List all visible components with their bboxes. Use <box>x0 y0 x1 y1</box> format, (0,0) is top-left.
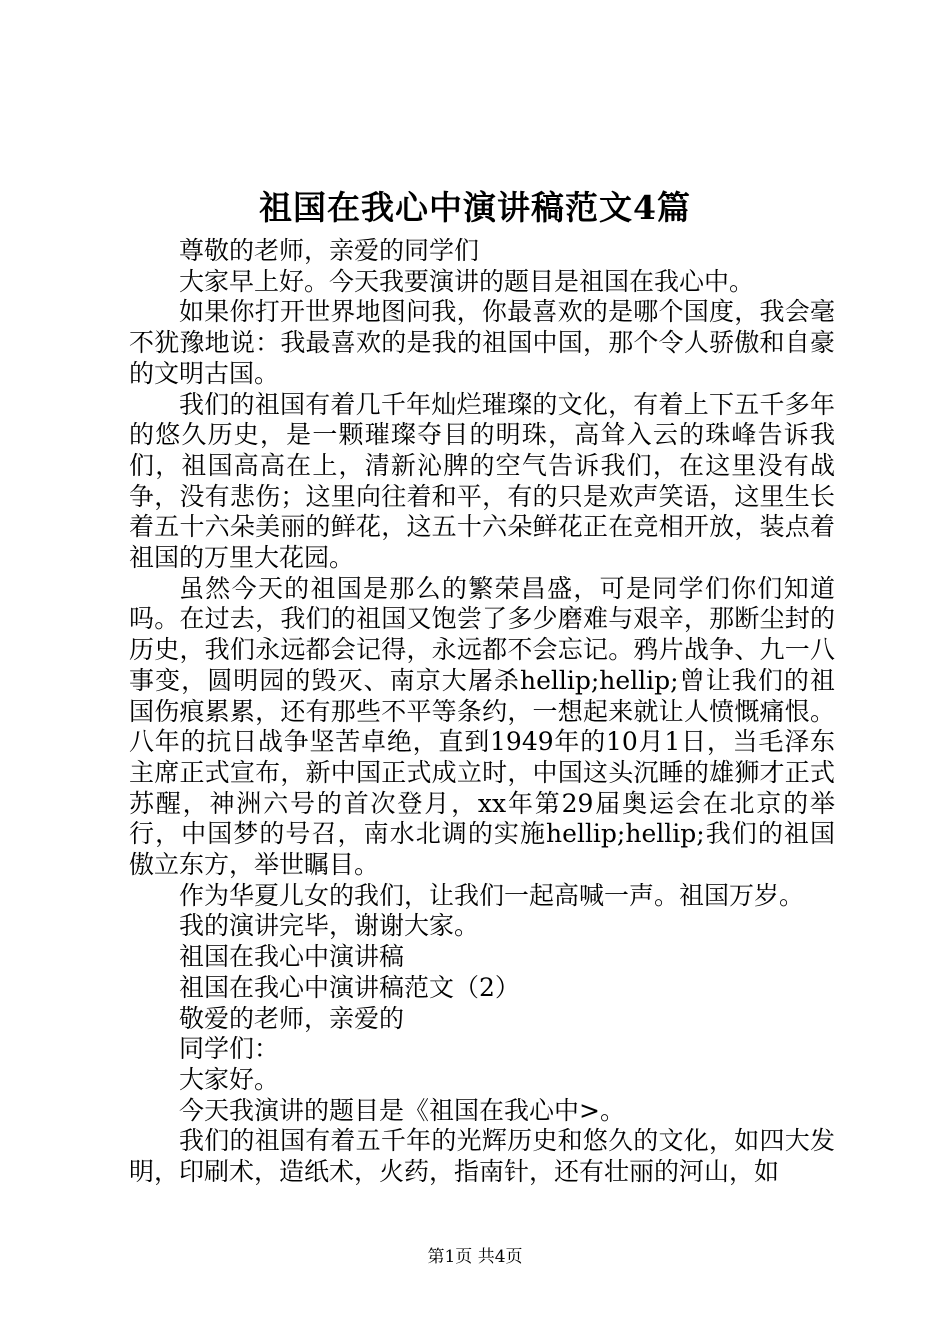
paragraph: 我们的祖国有着几千年灿烂璀璨的文化，有着上下五千多年的悠久历史，是一颗璀璨夺目的明珠，高耸入云的珠峰告诉我们，祖国高高在上，清新沁脾的空气告诉我们，在这里没有战争，没有悲伤；这里向往着和平，有的只是欢声笑语，这里生长着五十六朵美丽的鲜花，这五十六朵鲜花正在竞相开放，装点着祖国的万里大花园。 <box>129 389 835 573</box>
document-title: 祖国在我心中演讲稿范文4篇 <box>259 188 691 227</box>
paragraph: 敬爱的老师，亲爱的 <box>179 1003 405 1033</box>
paragraph: 祖国在我心中演讲稿范文（2） <box>179 972 520 1002</box>
page-total: 共4页 <box>477 1247 523 1267</box>
paragraph: 虽然今天的祖国是那么的繁荣昌盛，可是同学们你们知道吗。在过去，我们的祖国又饱尝了多少磨难与艰辛，那断尘封的历史，我们永远都会记得，永远都不会忘记。鸦片战争、九一八事变，圆明园的毁灭、南京大屠杀hellip;hellip;曾让我们的祖国伤痕累累，还有那些不平等条约，一想起来就让人愤慨痛恨。八年的抗日战争坚苦卓绝，直到1949年的10月1日，当毛泽东主席正式宣布，新中国正式成立时，中国这头沉睡的雄狮才正式苏醒，神洲六号的首次登月，xx年第29届奥运会在北京的举行，中国梦的号召，南水北调的实施hellip;hellip;我们的祖国傲立东方，举世瞩目。 <box>129 573 835 880</box>
page-footer <box>0 1246 950 1268</box>
page-number: 第1页 <box>427 1247 473 1267</box>
paragraph: 祖国在我心中演讲稿 <box>179 942 405 972</box>
paragraph: 尊敬的老师，亲爱的同学们 <box>179 236 480 265</box>
paragraph: 如果你打开世界地图问我，你最喜欢的是哪个国度，我会毫不犹豫地说：我最喜欢的是我的祖国中国，那个令人骄傲和自豪的文明古国。 <box>129 297 835 388</box>
paragraph: 今天我演讲的题目是《祖国在我心中>。 <box>179 1095 625 1125</box>
paragraph: 我们的祖国有着五千年的光辉历史和悠久的文化，如四大发明，印刷术，造纸术，火药，指南针，还有壮丽的河山，如 <box>129 1126 835 1187</box>
paragraph: 作为华夏儿女的我们，让我们一起高喊一声。祖国万岁。 <box>179 880 805 910</box>
paragraph: 我的演讲完毕，谢谢大家。 <box>179 911 480 941</box>
document-body <box>129 236 835 1188</box>
paragraph: 大家早上好。今天我要演讲的题目是祖国在我心中。 <box>179 266 755 296</box>
paragraph: 大家好。 <box>179 1064 280 1094</box>
paragraph: 同学们： <box>179 1034 280 1064</box>
